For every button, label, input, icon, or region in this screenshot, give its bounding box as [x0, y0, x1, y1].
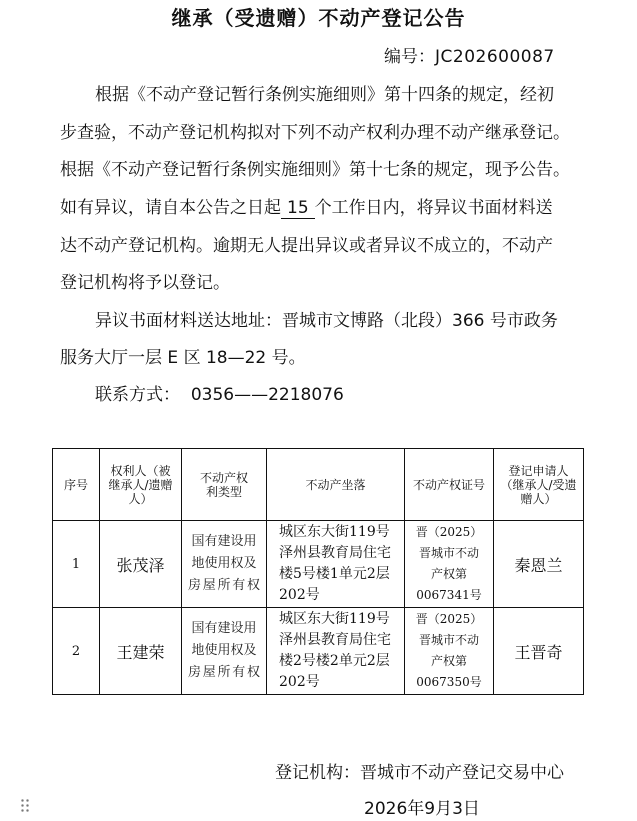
- row-applicant: 王晋奇: [494, 608, 584, 695]
- hall-text-after: 号。: [271, 348, 306, 368]
- header-cert: 不动产权证号: [405, 449, 494, 521]
- table-header-row: [53, 449, 584, 521]
- document-number: [384, 42, 555, 67]
- address-text: 异议书面材料送达地址：晋城市文博路（北段）: [95, 311, 452, 331]
- cert-line: 产权第: [430, 654, 467, 668]
- cert-line: 0067341号: [416, 588, 482, 602]
- body-line-2: 步查验，不动产登记机构拟对下列不动产权利办理不动产继承登记。: [60, 123, 570, 143]
- contact-label: 联系方式：: [95, 385, 180, 405]
- contact-phone: 0356——2218076: [190, 385, 344, 405]
- row-location: 城区东大街119号泽州县教育局住宅楼5号楼1单元2层202号: [267, 521, 405, 608]
- registration-authority: 登记机构：晋城市不动产登记交易中心: [275, 763, 564, 783]
- header-holder: 权利人（被继承人/遗赠人）: [100, 449, 182, 521]
- body-line-7: [95, 306, 558, 331]
- header-applicant: 登记申请人（继承人/受遗赠人）: [494, 449, 584, 521]
- row-applicant: 秦恩兰: [494, 521, 584, 608]
- header-type: 不动产权利类型: [182, 449, 267, 521]
- body-line-1: 根据《不动产登记暂行条例实施细则》第十四条的规定，经初: [95, 85, 554, 105]
- row-location: 城区东大街119号泽州县教育局住宅楼2号楼2单元2层202号: [267, 608, 405, 695]
- document-number-label: 编号：: [384, 47, 435, 67]
- cert-line: 0067350号: [416, 675, 482, 689]
- row-seq: 1: [53, 521, 100, 608]
- row-holder: 王建荣: [100, 608, 182, 695]
- announcement-date: 2026年9月3日: [364, 799, 480, 819]
- row-right-type: 国有建设用地使用权及房屋所有权: [182, 521, 267, 608]
- row-holder: 张茂泽: [100, 521, 182, 608]
- body-line-5: 达不动产登记机构。逾期无人提出异议或者异议不成立的，不动产: [60, 236, 553, 256]
- objection-text-before: 如有异议，请自本公告之日起: [60, 198, 281, 218]
- cert-line: 晋（2025）: [415, 525, 483, 539]
- body-line-4: [60, 193, 553, 218]
- row-cert-number: [405, 608, 494, 695]
- cert-line: 晋（2025）: [415, 612, 483, 626]
- cert-line: 产权第: [430, 567, 467, 581]
- page-title: 继承（受遗赠）不动产登记公告: [171, 6, 466, 30]
- row-seq: 2: [53, 608, 100, 695]
- row-cert-number: [405, 521, 494, 608]
- body-line-6: 登记机构将予以登记。: [60, 273, 230, 293]
- objection-days: 15: [281, 198, 315, 219]
- registration-table: [52, 448, 584, 695]
- document-number-value: JC202600087: [435, 47, 555, 67]
- hall-range: 18—22: [205, 348, 267, 368]
- hall-text: 服务大厅一层: [60, 348, 162, 368]
- address-text-after: 号市政务: [489, 311, 558, 331]
- body-line-8: [60, 343, 306, 368]
- objection-text-after: 个工作日内，将异议书面材料送: [314, 198, 553, 218]
- cert-line: 晋城市不动: [418, 546, 479, 560]
- drag-handle-icon[interactable]: [20, 798, 30, 814]
- contact-line: [95, 380, 344, 405]
- cert-line: 晋城市不动: [418, 633, 479, 647]
- address-number: 366: [452, 311, 485, 331]
- row-right-type: 国有建设用地使用权及房屋所有权: [182, 608, 267, 695]
- table-row: [53, 521, 584, 608]
- hall-zone: E: [167, 348, 179, 368]
- header-location: 不动产坐落: [267, 449, 405, 521]
- header-seq: 序号: [53, 449, 100, 521]
- table-row: [53, 608, 584, 695]
- hall-zone-suffix: 区: [183, 348, 201, 368]
- body-line-3: 根据《不动产登记暂行条例实施细则》第十七条的规定，现予公告。: [60, 160, 570, 180]
